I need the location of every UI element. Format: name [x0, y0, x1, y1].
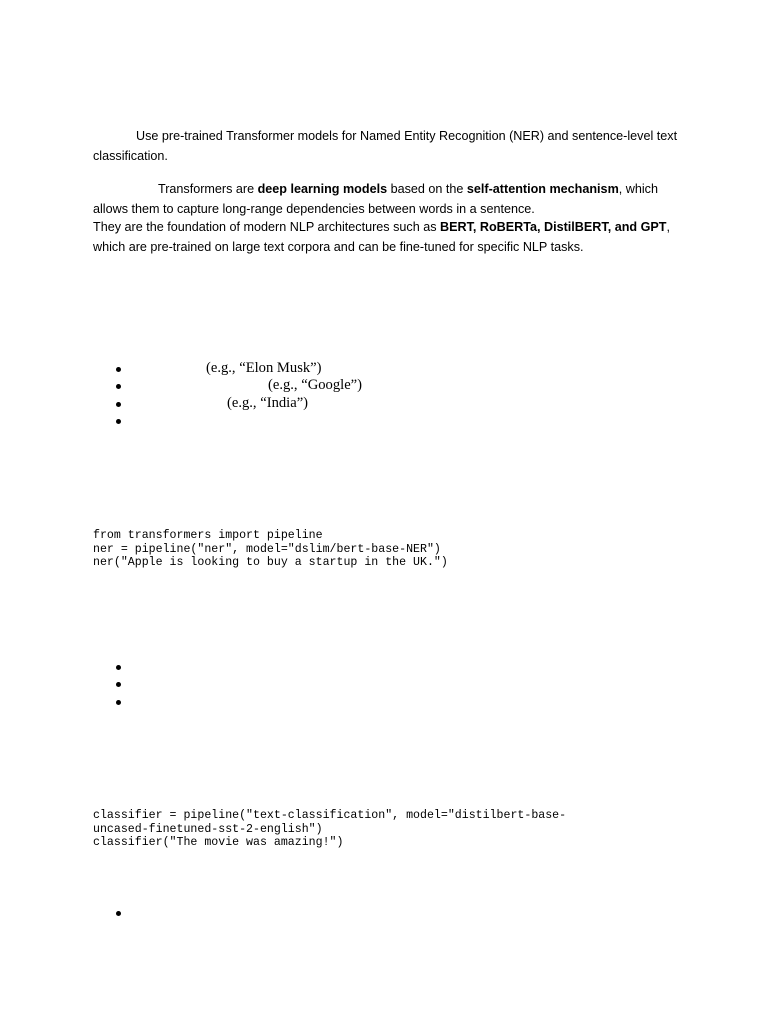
transformers-text-2: based on the: [387, 182, 467, 196]
intro-paragraph: [93, 127, 678, 166]
transformers-text-3: , which allows them to capture long-range dependencies between words in a sentence.: [93, 182, 658, 216]
bullet-icon: [116, 682, 121, 687]
foundation-text-1: They are the foundation of modern NLP architectures such as: [93, 220, 440, 234]
classifier-code-block: [93, 809, 566, 850]
transformers-bold-1: deep learning models: [257, 182, 388, 196]
code-line: ner("Apple is looking to buy a startup in the UK."): [93, 556, 448, 569]
transformers-bold-2: self-attention mechanism: [466, 182, 619, 196]
code-line: classifier("The movie was amazing!"): [93, 836, 344, 849]
entity-example-text: (e.g., “India”): [227, 394, 309, 411]
bullet-icon: [116, 419, 121, 424]
code-line: from transformers import pipeline: [93, 529, 323, 542]
intro-text: Use pre-trained Transformer models for Named Entity Recognition (NER) and sentence-level text classification.: [93, 129, 678, 163]
bullet-icon: [116, 402, 121, 407]
foundation-paragraph: [93, 218, 678, 257]
entity-example-text: (e.g., “Google”): [268, 377, 363, 394]
ner-code-block: [93, 529, 448, 570]
code-line: uncased-finetuned-sst-2-english"): [93, 822, 323, 836]
foundation-bold-1: BERT, RoBERTa, DistilBERT, and GPT: [440, 220, 667, 234]
entity-example-text: (e.g., “Elon Musk”): [206, 360, 322, 376]
bullet-icon: [116, 367, 121, 372]
bullet-icon: [116, 384, 121, 389]
foundation-text-2: , which are pre-trained on large text corpora and can be fine-tuned for specific NLP tasks.: [93, 220, 670, 254]
code-line: ner = pipeline("ner", model="dslim/bert-base-NER"): [93, 542, 441, 556]
transformers-paragraph: [93, 180, 678, 219]
bullet-icon: [116, 665, 121, 670]
transformers-text-1: Transformers are: [158, 182, 258, 196]
code-line: classifier = pipeline("text-classification", model="distilbert-base-: [93, 809, 567, 822]
bullet-icon: [116, 700, 121, 705]
bullet-icon: [116, 911, 121, 916]
